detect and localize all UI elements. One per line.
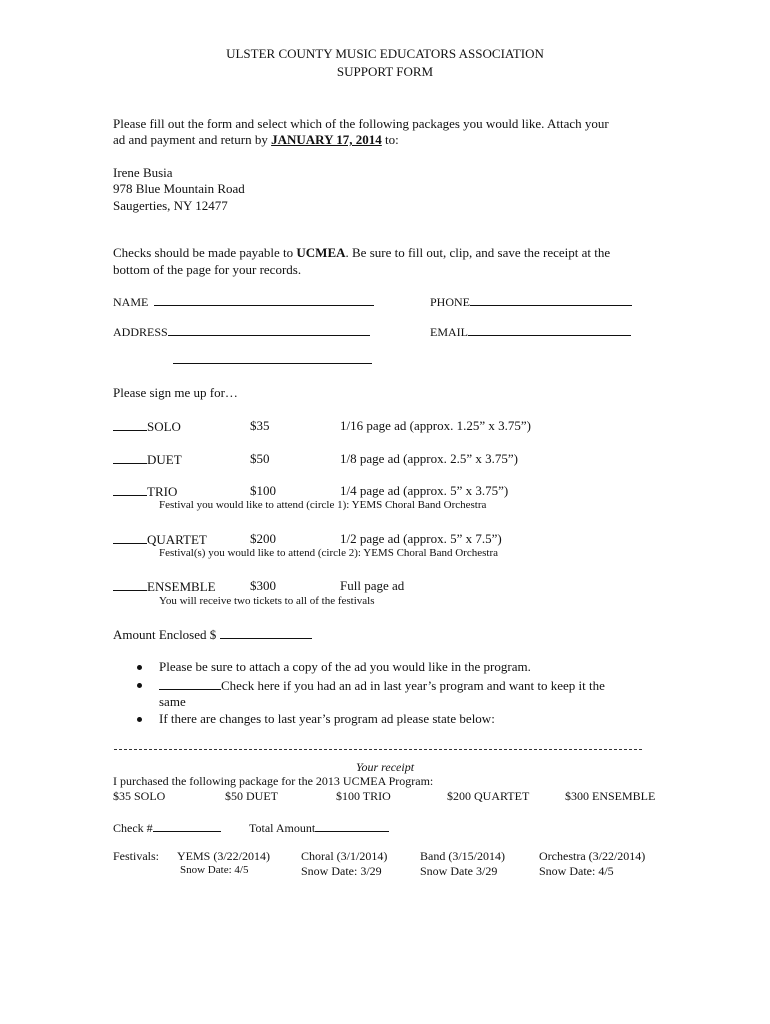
duet-price: $50 [250, 451, 270, 466]
package-solo[interactable]: SOLO [113, 418, 181, 435]
bullet-2-cont: same [159, 694, 186, 709]
festival-orchestra-snow: Snow Date: 4/5 [539, 864, 614, 878]
name-line[interactable] [154, 293, 374, 306]
email-line[interactable] [468, 323, 631, 336]
festivals-label: Festivals: [113, 849, 160, 863]
email-field[interactable]: EMAIL [430, 323, 631, 340]
solo-checkline[interactable] [113, 418, 147, 431]
receipt-opt-ensemble: $300 ENSEMBLE [565, 789, 656, 803]
mail-to-city: Saugerties, NY 12477 [113, 198, 228, 213]
festival-orchestra: Orchestra (3/22/2014) [539, 849, 646, 863]
address-line[interactable] [168, 323, 370, 336]
package-duet[interactable]: DUET [113, 451, 182, 468]
solo-desc: 1/16 page ad (approx. 1.25” x 3.75”) [340, 418, 531, 433]
duet-desc: 1/8 page ad (approx. 2.5” x 3.75”) [340, 451, 518, 466]
festival-choral: Choral (3/1/2014) [301, 849, 388, 863]
receipt-total-field[interactable]: Total Amount [249, 819, 389, 836]
quartet-festival-note: Festival(s) you would like to attend (circle 2): YEMS Choral Band Orchestra [159, 547, 498, 559]
festival-yems-snow: Snow Date: 4/5 [180, 864, 249, 876]
payee: UCMEA [296, 245, 346, 260]
solo-price: $35 [250, 418, 270, 433]
form-subtitle: SUPPORT FORM [336, 64, 434, 79]
address-field[interactable]: ADDRESS [113, 323, 370, 340]
receipt-opt-duet: $50 DUET [225, 789, 278, 803]
receipt-opt-solo: $35 SOLO [113, 789, 166, 803]
quartet-price: $200 [250, 531, 276, 546]
receipt-title: Your receipt [355, 760, 415, 774]
checks-line-1: Checks should be made payable to UCMEA. Be sure to fill out, clip, and save the receipt at the [113, 245, 611, 260]
form-title: ULSTER COUNTY MUSIC EDUCATORS ASSOCIATION [226, 46, 544, 61]
festival-choral-snow: Snow Date: 3/29 [301, 864, 382, 878]
name-field[interactable]: NAME [113, 293, 374, 310]
trio-desc: 1/4 page ad (approx. 5” x 3.75”) [340, 483, 509, 498]
ensemble-desc: Full page ad [340, 578, 405, 593]
bullet-2-text[interactable]: Check here if you had an ad in last year’s program and want to keep it the [159, 677, 605, 694]
amount-enclosed[interactable]: Amount Enclosed $ [113, 626, 312, 643]
ensemble-price: $300 [250, 578, 276, 593]
total-amount-line[interactable] [315, 819, 389, 832]
trio-price: $100 [250, 483, 276, 498]
bullet-2-icon [137, 683, 142, 688]
intro-line-2: ad and payment and return by JANUARY 17, 2014 to: [113, 132, 399, 147]
amount-line[interactable] [220, 626, 312, 639]
address-line-2[interactable] [173, 363, 372, 364]
receipt-check-field[interactable]: Check # [113, 819, 221, 836]
ensemble-note: You will receive two tickets to all of the festivals [159, 595, 375, 607]
phone-field[interactable]: PHONE [430, 293, 632, 310]
check-number-line[interactable] [153, 819, 221, 832]
bullet-1-text: Please be sure to attach a copy of the ad you would like in the program. [159, 659, 531, 674]
ensemble-checkline[interactable] [113, 578, 147, 591]
keep-ad-checkline[interactable] [159, 677, 221, 690]
receipt-opt-quartet: $200 QUARTET [447, 789, 530, 803]
deadline: JANUARY 17, 2014 [271, 132, 382, 147]
trio-festival-note: Festival you would like to attend (circle 1): YEMS Choral Band Orchestra [159, 499, 487, 511]
quartet-desc: 1/2 page ad (approx. 5” x 7.5”) [340, 531, 502, 546]
checks-line-2: bottom of the page for your records. [113, 262, 302, 277]
package-ensemble[interactable]: ENSEMBLE [113, 578, 216, 595]
package-trio[interactable]: TRIO [113, 483, 177, 500]
intro-line-1: Please fill out the form and select which of the following packages you would like. Attach your [113, 116, 609, 131]
signup-heading: Please sign me up for… [113, 385, 238, 400]
bullet-3-text: If there are changes to last year’s program ad please state below: [159, 711, 495, 726]
receipt-intro: I purchased the following package for the 2013 UCMEA Program: [113, 774, 434, 788]
trio-checkline[interactable] [113, 483, 147, 496]
package-quartet[interactable]: QUARTET [113, 531, 207, 548]
cut-line [114, 749, 642, 750]
bullet-3-icon [137, 717, 142, 722]
mail-to-name: Irene Busia [113, 165, 173, 180]
festival-yems: YEMS (3/22/2014) [177, 849, 270, 863]
mail-to-street: 978 Blue Mountain Road [113, 181, 245, 196]
quartet-checkline[interactable] [113, 531, 147, 544]
phone-line[interactable] [470, 293, 632, 306]
duet-checkline[interactable] [113, 451, 147, 464]
festival-band: Band (3/15/2014) [420, 849, 505, 863]
receipt-opt-trio: $100 TRIO [336, 789, 391, 803]
festival-band-snow: Snow Date 3/29 [420, 864, 498, 878]
bullet-1-icon [137, 665, 142, 670]
